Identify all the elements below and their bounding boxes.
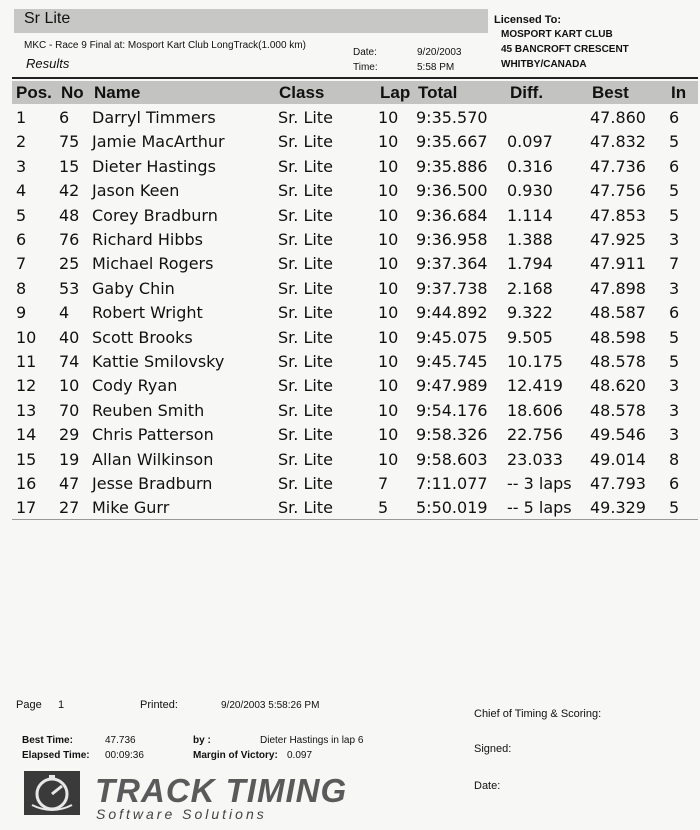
stopwatch-logo-icon bbox=[24, 771, 80, 815]
cell-lap: 10 bbox=[378, 156, 399, 176]
cell-class: Sr. Lite bbox=[278, 156, 333, 176]
cell-total: 9:47.989 bbox=[416, 376, 488, 396]
licensed-to-label: Licensed To: bbox=[494, 14, 562, 26]
cell-name: Jamie MacArthur bbox=[92, 132, 225, 152]
margin-label: Margin of Victory: bbox=[193, 750, 278, 761]
cell-total: 9:54.176 bbox=[416, 400, 488, 420]
cell-diff: 1.794 bbox=[507, 254, 553, 274]
cell-diff: 9.505 bbox=[507, 327, 553, 347]
cell-class: Sr. Lite bbox=[278, 376, 333, 396]
column-header-pos: Pos. bbox=[16, 83, 52, 102]
footer-date-label: Date: bbox=[474, 780, 501, 792]
cell-pos: 13 bbox=[16, 400, 37, 420]
cell-no: 75 bbox=[59, 132, 80, 152]
cell-name: Mike Gurr bbox=[92, 498, 170, 518]
cell-class: Sr. Lite bbox=[278, 400, 333, 420]
cell-no: 25 bbox=[59, 254, 80, 274]
cell-best: 47.853 bbox=[590, 205, 646, 225]
cell-no: 42 bbox=[59, 181, 80, 201]
cell-in: 7 bbox=[669, 254, 680, 274]
title-bar bbox=[14, 9, 488, 33]
printed-label: Printed: bbox=[140, 699, 178, 711]
page-number: 1 bbox=[58, 699, 65, 711]
table-row bbox=[12, 155, 698, 179]
chief-of-timing-label: Chief of Timing & Scoring: bbox=[474, 708, 602, 720]
cell-no: 4 bbox=[59, 303, 70, 323]
cell-in: 3 bbox=[669, 400, 680, 420]
date-value: 9/20/2003 bbox=[417, 47, 462, 58]
cell-no: 70 bbox=[59, 400, 80, 420]
cell-total: 9:36.500 bbox=[416, 181, 488, 201]
cell-name: Reuben Smith bbox=[92, 400, 205, 420]
cell-name: Kattie Smilovsky bbox=[92, 352, 225, 371]
cell-no: 27 bbox=[59, 498, 80, 518]
cell-class: Sr. Lite bbox=[278, 205, 333, 225]
cell-pos: 6 bbox=[16, 230, 27, 249]
table-row bbox=[12, 326, 698, 350]
cell-pos: 4 bbox=[16, 181, 27, 201]
column-header-diff: Diff. bbox=[510, 83, 544, 102]
cell-class: Sr. Lite bbox=[278, 352, 333, 371]
cell-pos: 16 bbox=[16, 474, 37, 493]
cell-pos: 11 bbox=[16, 352, 37, 371]
table-bottom-rule bbox=[12, 519, 698, 520]
cell-lap: 10 bbox=[378, 108, 399, 127]
cell-diff: 23.033 bbox=[507, 449, 563, 469]
cell-in: 5 bbox=[669, 498, 680, 518]
cell-total: 9:36.684 bbox=[416, 205, 488, 225]
cell-in: 5 bbox=[669, 327, 680, 347]
cell-pos: 17 bbox=[16, 498, 37, 518]
license-line: MOSPORT KART CLUB bbox=[501, 29, 613, 40]
cell-in: 3 bbox=[669, 278, 680, 298]
cell-lap: 10 bbox=[378, 278, 399, 298]
cell-diff: 12.419 bbox=[507, 376, 563, 396]
table-row bbox=[12, 423, 698, 447]
cell-total: 9:45.745 bbox=[416, 352, 488, 371]
cell-best: 49.546 bbox=[590, 425, 646, 445]
cell-pos: 2 bbox=[16, 132, 27, 152]
cell-in: 5 bbox=[669, 132, 680, 152]
cell-lap: 10 bbox=[378, 376, 399, 396]
date-label: Date: bbox=[353, 47, 377, 58]
page-label: Page bbox=[16, 699, 42, 711]
cell-in: 3 bbox=[669, 230, 680, 249]
cell-class: Sr. Lite bbox=[278, 108, 333, 127]
cell-name: Jesse Bradburn bbox=[92, 474, 213, 493]
cell-diff: -- 5 laps bbox=[507, 498, 572, 518]
cell-name: Richard Hibbs bbox=[92, 230, 203, 249]
cell-no: 40 bbox=[59, 327, 80, 347]
table-row bbox=[12, 374, 698, 398]
cell-best: 47.832 bbox=[590, 132, 646, 152]
cell-total: 9:35.667 bbox=[416, 132, 488, 152]
cell-no: 15 bbox=[59, 156, 80, 176]
cell-class: Sr. Lite bbox=[278, 303, 333, 323]
cell-best: 48.578 bbox=[590, 352, 646, 371]
cell-total: 9:35.886 bbox=[416, 156, 488, 176]
table-row bbox=[12, 496, 698, 520]
cell-no: 10 bbox=[59, 376, 80, 396]
cell-diff: 9.322 bbox=[507, 303, 553, 323]
cell-class: Sr. Lite bbox=[278, 425, 333, 445]
cell-pos: 8 bbox=[16, 278, 27, 298]
logo-tagline: Software Solutions bbox=[96, 806, 267, 822]
cell-name: Chris Patterson bbox=[92, 425, 214, 445]
by-value: Dieter Hastings in lap 6 bbox=[260, 735, 364, 746]
cell-name: Darryl Timmers bbox=[92, 108, 216, 127]
table-row bbox=[12, 472, 698, 496]
cell-best: 48.598 bbox=[590, 327, 646, 347]
cell-lap: 10 bbox=[378, 230, 399, 249]
license-line: WHITBY/CANADA bbox=[501, 59, 587, 70]
cell-name: Gaby Chin bbox=[92, 278, 175, 298]
cell-in: 6 bbox=[669, 474, 680, 493]
cell-lap: 10 bbox=[378, 425, 399, 445]
table-row bbox=[12, 277, 698, 301]
cell-best: 47.898 bbox=[590, 278, 646, 298]
cell-class: Sr. Lite bbox=[278, 474, 333, 493]
cell-class: Sr. Lite bbox=[278, 230, 333, 249]
cell-best: 47.925 bbox=[590, 230, 646, 249]
cell-in: 6 bbox=[669, 303, 680, 323]
cell-lap: 10 bbox=[378, 352, 399, 371]
cell-name: Jason Keen bbox=[92, 181, 180, 201]
table-row bbox=[12, 301, 698, 325]
cell-in: 5 bbox=[669, 352, 680, 371]
cell-total: 9:58.326 bbox=[416, 425, 488, 445]
header-divider bbox=[12, 77, 698, 79]
table-row bbox=[12, 228, 698, 252]
cell-best: 49.329 bbox=[590, 498, 646, 518]
cell-class: Sr. Lite bbox=[278, 327, 333, 347]
cell-pos: 10 bbox=[16, 327, 37, 347]
cell-name: Michael Rogers bbox=[92, 254, 214, 274]
cell-pos: 7 bbox=[16, 254, 27, 274]
cell-in: 6 bbox=[669, 156, 680, 176]
cell-no: 19 bbox=[59, 449, 80, 469]
table-row bbox=[12, 350, 698, 374]
table-row bbox=[12, 448, 698, 472]
cell-lap: 10 bbox=[378, 132, 399, 152]
cell-lap: 10 bbox=[378, 400, 399, 420]
cell-diff: 22.756 bbox=[507, 425, 563, 445]
column-header-no: No bbox=[61, 83, 84, 102]
cell-best: 48.578 bbox=[590, 400, 646, 420]
cell-pos: 3 bbox=[16, 156, 27, 176]
column-header-name: Name bbox=[94, 83, 141, 102]
cell-name: Allan Wilkinson bbox=[92, 449, 214, 469]
time-label: Time: bbox=[353, 62, 378, 73]
cell-diff: 2.168 bbox=[507, 278, 553, 298]
best-time-label: Best Time: bbox=[22, 735, 73, 746]
cell-lap: 10 bbox=[378, 181, 399, 201]
cell-in: 3 bbox=[669, 425, 680, 445]
cell-class: Sr. Lite bbox=[278, 498, 333, 518]
cell-lap: 10 bbox=[378, 327, 399, 347]
cell-class: Sr. Lite bbox=[278, 181, 333, 201]
cell-best: 47.860 bbox=[590, 108, 646, 127]
table-row bbox=[12, 399, 698, 423]
cell-pos: 5 bbox=[16, 205, 27, 225]
cell-pos: 12 bbox=[16, 376, 37, 396]
cell-diff: 0.930 bbox=[507, 181, 553, 201]
cell-no: 6 bbox=[59, 108, 70, 127]
cell-name: Dieter Hastings bbox=[92, 156, 216, 176]
column-header-best: Best bbox=[592, 83, 629, 102]
elapsed-time-label: Elapsed Time: bbox=[22, 750, 90, 761]
cell-total: 9:44.892 bbox=[416, 303, 488, 323]
cell-diff: 0.316 bbox=[507, 156, 553, 176]
table-row bbox=[12, 106, 698, 130]
cell-best: 47.793 bbox=[590, 474, 646, 493]
license-line: 45 BANCROFT CRESCENT bbox=[501, 44, 629, 55]
cell-diff: -- 3 laps bbox=[507, 474, 572, 493]
report-title: Sr Lite bbox=[24, 10, 71, 27]
cell-best: 48.587 bbox=[590, 303, 646, 323]
cell-lap: 10 bbox=[378, 254, 399, 274]
cell-pos: 1 bbox=[16, 108, 27, 127]
cell-best: 47.911 bbox=[590, 254, 646, 274]
cell-total: 9:37.364 bbox=[416, 254, 488, 274]
cell-best: 48.620 bbox=[590, 376, 646, 396]
cell-diff: 0.097 bbox=[507, 132, 553, 152]
margin-value: 0.097 bbox=[287, 750, 313, 761]
elapsed-time-value: 00:09:36 bbox=[105, 750, 144, 761]
cell-total: 9:58.603 bbox=[416, 449, 488, 469]
cell-class: Sr. Lite bbox=[278, 449, 333, 469]
track-timing-logo-text: TRACK TIMING bbox=[95, 772, 348, 809]
cell-diff: 10.175 bbox=[507, 352, 563, 371]
cell-pos: 14 bbox=[16, 425, 37, 445]
cell-diff: 18.606 bbox=[507, 400, 563, 420]
table-row bbox=[12, 130, 698, 154]
cell-name: Scott Brooks bbox=[92, 327, 193, 347]
report-subtitle: Results bbox=[26, 56, 70, 71]
race-info: MKC - Race 9 Final at: Mosport Kart Club LongTrack(1.000 km) bbox=[24, 40, 306, 51]
cell-no: 48 bbox=[59, 205, 80, 225]
table-row bbox=[12, 204, 698, 228]
column-header-in: In bbox=[671, 83, 687, 102]
cell-class: Sr. Lite bbox=[278, 278, 333, 298]
cell-name: Cody Ryan bbox=[92, 376, 178, 396]
cell-best: 47.756 bbox=[590, 181, 646, 201]
cell-total: 5:50.019 bbox=[416, 498, 488, 518]
cell-diff: 1.114 bbox=[507, 205, 553, 225]
cell-no: 53 bbox=[59, 278, 80, 298]
cell-no: 74 bbox=[59, 352, 80, 371]
cell-lap: 10 bbox=[378, 205, 399, 225]
column-header-class: Class bbox=[279, 83, 325, 102]
printed-value: 9/20/2003 5:58:26 PM bbox=[221, 700, 320, 711]
cell-best: 49.014 bbox=[590, 449, 646, 469]
table-row bbox=[12, 252, 698, 276]
cell-lap: 10 bbox=[378, 303, 399, 323]
signed-label: Signed: bbox=[474, 743, 512, 755]
cell-total: 9:45.075 bbox=[416, 327, 488, 347]
cell-in: 6 bbox=[669, 108, 680, 127]
cell-class: Sr. Lite bbox=[278, 132, 333, 152]
table-row bbox=[12, 179, 698, 203]
time-value: 5:58 PM bbox=[417, 62, 455, 73]
cell-in: 5 bbox=[669, 205, 680, 225]
cell-total: 9:35.570 bbox=[416, 108, 488, 127]
cell-lap: 7 bbox=[378, 474, 389, 493]
cell-in: 5 bbox=[669, 181, 680, 201]
cell-name: Robert Wright bbox=[92, 303, 203, 323]
cell-in: 8 bbox=[669, 449, 680, 469]
cell-no: 29 bbox=[59, 425, 80, 445]
cell-pos: 15 bbox=[16, 449, 37, 469]
cell-diff: 1.388 bbox=[507, 230, 553, 249]
cell-in: 3 bbox=[669, 376, 680, 396]
cell-pos: 9 bbox=[16, 303, 27, 323]
cell-total: 9:36.958 bbox=[416, 230, 488, 249]
cell-lap: 5 bbox=[378, 498, 389, 518]
cell-total: 7:11.077 bbox=[416, 474, 488, 493]
cell-no: 47 bbox=[59, 474, 80, 493]
cell-no: 76 bbox=[59, 230, 80, 249]
column-header-lap: Lap bbox=[380, 83, 411, 102]
cell-class: Sr. Lite bbox=[278, 254, 333, 274]
cell-name: Corey Bradburn bbox=[92, 205, 218, 225]
cell-best: 47.736 bbox=[590, 156, 646, 176]
column-header-total: Total bbox=[418, 83, 458, 102]
cell-lap: 10 bbox=[378, 449, 399, 469]
cell-total: 9:37.738 bbox=[416, 278, 488, 298]
best-time-value: 47.736 bbox=[105, 735, 136, 746]
by-label: by : bbox=[193, 735, 211, 746]
